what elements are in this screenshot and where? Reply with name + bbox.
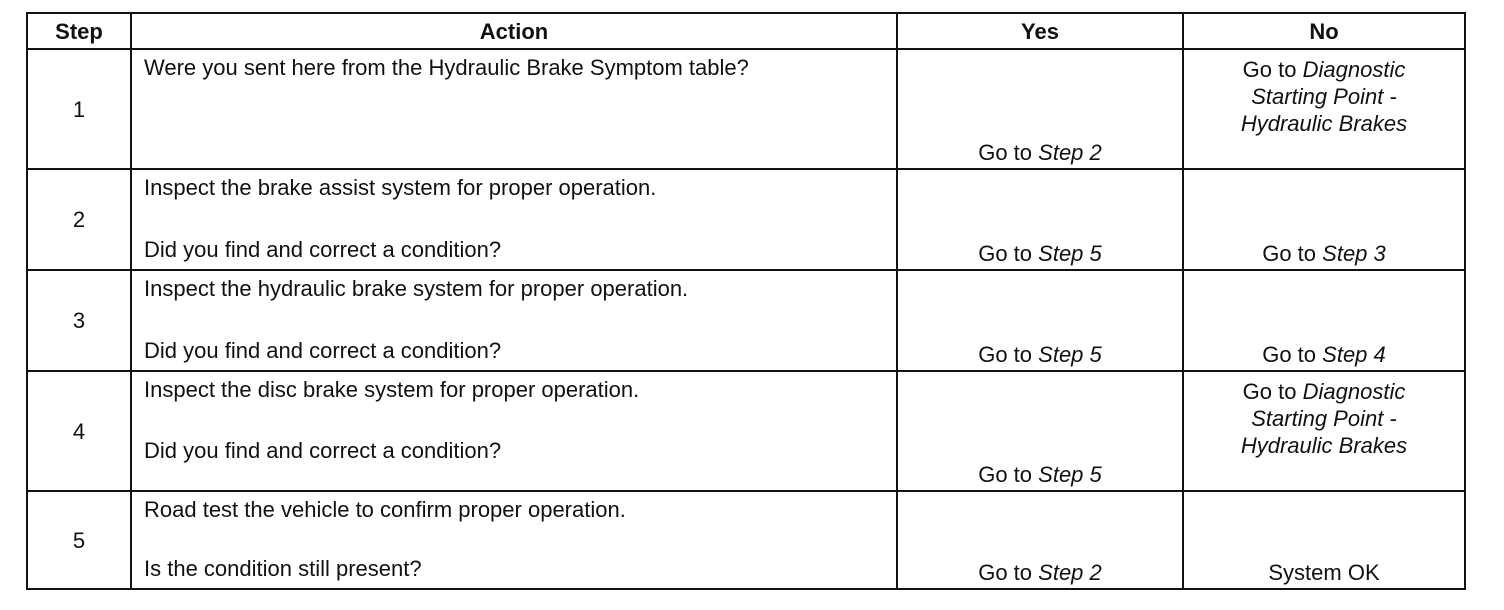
action-instruction: Road test the vehicle to confirm proper operation. <box>144 497 626 522</box>
goto-target: Step 4 <box>1322 342 1386 367</box>
goto-prefix: Go to <box>978 140 1033 165</box>
step-number: 2 <box>27 169 131 270</box>
goto-target: Step 5 <box>1038 342 1102 367</box>
yes-cell <box>897 169 1183 270</box>
table-row-step-1 <box>27 49 1465 169</box>
goto-prefix: Go to <box>978 560 1033 585</box>
goto-target: Step 3 <box>1322 241 1386 266</box>
action-instruction: Inspect the disc brake system for proper operation. <box>144 377 640 402</box>
action-cell <box>131 371 897 491</box>
diagnostic-table <box>26 12 1466 590</box>
goto-target: Step 5 <box>1038 241 1102 266</box>
step-number: 5 <box>27 491 131 589</box>
yes-cell <box>897 491 1183 589</box>
action-instruction: Inspect the hydraulic brake system for proper operation. <box>144 276 689 301</box>
goto-target-line2: Starting Point - <box>1251 406 1397 431</box>
goto-prefix: Go to <box>978 462 1033 487</box>
no-cell <box>1183 371 1465 491</box>
action-question: Did you find and correct a condition? <box>144 438 502 463</box>
no-goto <box>1184 341 1464 368</box>
goto-target-line1: Diagnostic <box>1302 57 1406 82</box>
action-instruction: Inspect the brake assist system for proper operation. <box>144 175 657 200</box>
action-cell <box>131 491 897 589</box>
no-goto <box>1184 240 1464 267</box>
step-number: 1 <box>27 49 131 169</box>
yes-goto <box>898 341 1182 368</box>
goto-target: Step 2 <box>1038 560 1102 585</box>
goto-target: Step 2 <box>1038 140 1102 165</box>
action-question: Did you find and correct a condition? <box>144 237 502 262</box>
action-instruction: Were you sent here from the Hydraulic Brake Symptom table? <box>144 55 749 80</box>
header-step: Step <box>27 13 131 49</box>
table-header <box>27 13 1465 49</box>
yes-cell <box>897 49 1183 169</box>
goto-prefix: Go to <box>1262 241 1317 266</box>
no-goto <box>1198 56 1450 137</box>
action-question: Is the condition still present? <box>144 556 422 581</box>
yes-goto <box>898 559 1182 586</box>
yes-cell <box>897 270 1183 371</box>
yes-goto <box>898 139 1182 166</box>
action-cell <box>131 270 897 371</box>
header-row <box>27 13 1465 49</box>
goto-prefix: Go to <box>1242 57 1297 82</box>
step-number: 4 <box>27 371 131 491</box>
action-cell <box>131 169 897 270</box>
goto-target-line1: Diagnostic <box>1302 379 1406 404</box>
goto-prefix: Go to <box>978 342 1033 367</box>
no-cell <box>1183 49 1465 169</box>
header-action: Action <box>131 13 897 49</box>
goto-target-line3: Hydraulic Brakes <box>1240 433 1408 458</box>
header-yes: Yes <box>897 13 1183 49</box>
goto-target-line2: Starting Point - <box>1251 84 1397 109</box>
no-result: System OK <box>1268 560 1380 585</box>
action-question: Did you find and correct a condition? <box>144 338 502 363</box>
goto-prefix: Go to <box>978 241 1033 266</box>
no-goto <box>1198 378 1450 459</box>
table-row-step-3 <box>27 270 1465 371</box>
header-no: No <box>1183 13 1465 49</box>
no-cell <box>1183 169 1465 270</box>
no-cell <box>1183 270 1465 371</box>
step-number: 3 <box>27 270 131 371</box>
yes-goto <box>898 461 1182 488</box>
action-cell <box>131 49 897 169</box>
table-row-step-4 <box>27 371 1465 491</box>
goto-target: Step 5 <box>1038 462 1102 487</box>
table-row-step-5 <box>27 491 1465 589</box>
goto-target-line3: Hydraulic Brakes <box>1240 111 1408 136</box>
table-body <box>27 49 1465 589</box>
yes-goto <box>898 240 1182 267</box>
table-row-step-2 <box>27 169 1465 270</box>
no-cell <box>1183 491 1465 589</box>
yes-cell <box>897 371 1183 491</box>
goto-prefix: Go to <box>1242 379 1297 404</box>
goto-prefix: Go to <box>1262 342 1317 367</box>
